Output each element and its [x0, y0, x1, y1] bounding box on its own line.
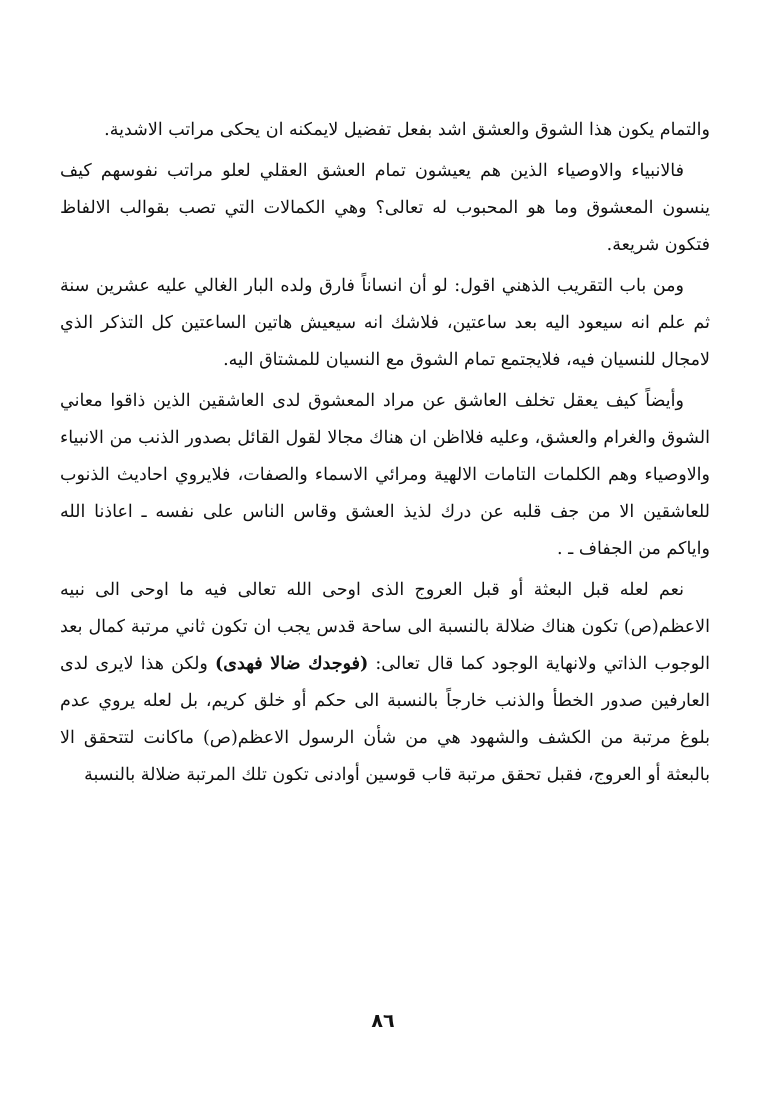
paragraph-5-text-after: ولكن هذا لايرى لدى العارفين صدور الخطأ والذنب خارجاً بالنسبة الى حكم أو خلق كريم، بل لعله يروي عدم بلوغ مرتبة من الكشف والشهود هي من شأن الرسول الاعظم(ص) ماكانت لتتحقق الا بالبعثة أو العروج، فقبل تحقق مرتبة قاب قوسين أوادنى تكون تلك المرتبة ضلالة بالنسبة [60, 654, 710, 785]
paragraph-5-text-before: نعم لعله قبل البعثة أو قبل العروج الذى اوحى الله تعالى فيه ما اوحى الى نبيه الاعظم(ص) تكون هناك ضلالة بالنسبة الى ساحة قدس يجب ان تكون ثاني مرتبة كمال بعد الوجوب الذاتي ولانهاية الوجود كما قال تعالى: [60, 580, 711, 674]
quran-verse-quote: (فوجدك ضالا فهدى) [215, 654, 369, 674]
paragraph-1: والتمام يكون هذا الشوق والعشق اشد بفعل تفضيل لايمكنه ان يحكى مراتب الاشدية. [104, 120, 710, 140]
page-number: ٨٦ [371, 1010, 395, 1032]
paragraph-4: وأيضاً كيف يعقل تخلف العاشق عن مراد المعشوق لدى العاشقين الذين ذاقوا معاني الشوق والغرام والعشق، وعليه فلااظن ان هناك مجالا لقول القائل بصدور الذنب من الانبياء والاوصياء وهم الكلمات التامات الالهية ومرائي الاسماء والصفات، فلايروي احاديث الذنوب للعاشقين الا من جف قلبه عن درك لذيذ العشق وقاس الناس على نفسه ـ اعاذنا الله واياكم من الجفاف ـ . [60, 391, 710, 559]
paragraph-5 [60, 572, 710, 794]
page-body [60, 112, 710, 798]
paragraph-2: فالانبياء والاوصياء الذين هم يعيشون تمام العشق العقلي لعلو مراتب نفوسهم كيف ينسون المعشوق وما هو المحبوب له تعالى؟ وهي الكمالات التي تصب بقوالب الالفاظ فتكون شريعة. [60, 161, 710, 255]
paragraph-3: ومن باب التقريب الذهني اقول: لو أن انساناً فارق ولده البار الغالي عليه عشرين سنة ثم علم انه سيعود اليه بعد ساعتين، فلاشك انه سيعيش هاتين الساعتين كل التذكر الذي لامجال للنسيان فيه، فلايجتمع تمام الشوق مع النسيان للمشتاق اليه. [60, 276, 710, 370]
